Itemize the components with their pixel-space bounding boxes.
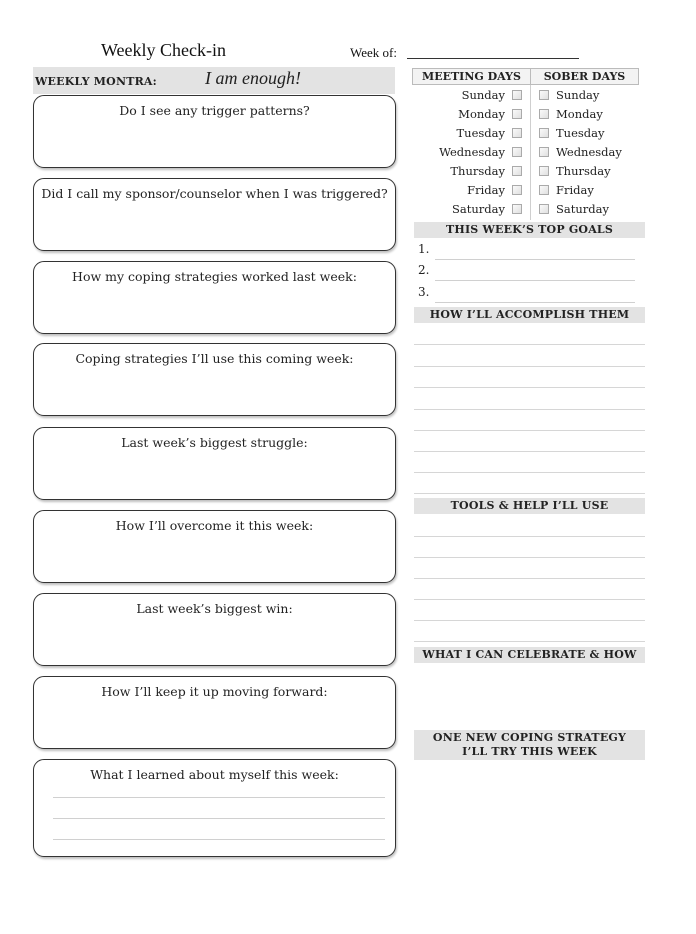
sober-day-label: Saturday <box>556 202 609 216</box>
new-strategy-line-2: I’LL TRY THIS WEEK <box>462 745 597 758</box>
meeting-day-label: Tuesday <box>456 126 505 140</box>
page-title: Weekly Check-in <box>101 40 227 60</box>
accomplish-header: HOW I’LL ACCOMPLISH THEM <box>414 307 645 323</box>
question-label: How I’ll overcome it this week: <box>115 518 314 533</box>
writing-line[interactable] <box>414 493 645 494</box>
new-strategy-header <box>414 730 645 760</box>
question-label: What I learned about myself this week: <box>90 767 339 782</box>
week-of-field[interactable] <box>407 58 579 59</box>
sober-checkbox-monday[interactable] <box>539 109 549 119</box>
meeting-checkbox-sunday[interactable] <box>512 90 522 100</box>
sober-day-label: Friday <box>556 183 594 197</box>
days-table <box>412 68 639 220</box>
question-box-overcome[interactable] <box>33 510 396 583</box>
writing-line <box>53 818 385 819</box>
writing-line[interactable] <box>414 472 645 473</box>
day-row-friday <box>412 181 639 200</box>
question-box-sponsor-call[interactable] <box>33 178 396 251</box>
question-box-biggest-struggle[interactable] <box>33 427 396 500</box>
sober-checkbox-saturday[interactable] <box>539 204 549 214</box>
day-row-tuesday <box>412 124 639 143</box>
sober-day-label: Tuesday <box>556 126 605 140</box>
new-strategy-line-1: ONE NEW COPING STRATEGY <box>432 731 627 744</box>
question-box-keep-it-up[interactable] <box>33 676 396 749</box>
sober-day-label: Wednesday <box>556 145 622 159</box>
question-label: How my coping strategies worked last week: <box>72 269 357 284</box>
question-label: How I’ll keep it up moving forward: <box>101 684 328 699</box>
day-row-thursday <box>412 162 639 181</box>
question-label: Do I see any trigger patterns? <box>119 103 310 118</box>
question-label: Coping strategies I’ll use this coming week: <box>75 351 354 366</box>
goal-number: 3. <box>418 285 430 299</box>
meeting-days-header: MEETING DAYS <box>412 68 531 85</box>
goal-number: 1. <box>418 242 430 256</box>
writing-line[interactable] <box>414 409 645 410</box>
writing-line[interactable] <box>414 578 645 579</box>
sober-day-label: Thursday <box>556 164 611 178</box>
question-box-biggest-win[interactable] <box>33 593 396 666</box>
meeting-checkbox-friday[interactable] <box>512 185 522 195</box>
day-row-saturday <box>412 200 639 219</box>
meeting-day-label: Sunday <box>461 88 505 102</box>
sober-checkbox-sunday[interactable] <box>539 90 549 100</box>
writing-line[interactable] <box>414 620 645 621</box>
goal-number: 2. <box>418 263 430 277</box>
celebrate-header: WHAT I CAN CELEBRATE & HOW <box>414 647 645 663</box>
writing-line[interactable] <box>414 344 645 345</box>
question-label: Last week’s biggest struggle: <box>121 435 308 450</box>
meeting-day-label: Wednesday <box>439 145 505 159</box>
sober-checkbox-thursday[interactable] <box>539 166 549 176</box>
top-goals-header: THIS WEEK’S TOP GOALS <box>414 222 645 238</box>
writing-line[interactable] <box>414 557 645 558</box>
day-row-monday <box>412 105 639 124</box>
writing-line <box>53 797 385 798</box>
sober-checkbox-friday[interactable] <box>539 185 549 195</box>
meeting-checkbox-saturday[interactable] <box>512 204 522 214</box>
meeting-day-label: Saturday <box>452 202 505 216</box>
writing-line[interactable] <box>414 641 645 642</box>
goal-line-2[interactable] <box>435 280 635 281</box>
question-label: Did I call my sponsor/counselor when I was triggered? <box>41 186 388 201</box>
writing-line[interactable] <box>414 599 645 600</box>
meeting-checkbox-wednesday[interactable] <box>512 147 522 157</box>
meeting-checkbox-thursday[interactable] <box>512 166 522 176</box>
writing-line[interactable] <box>414 387 645 388</box>
meeting-day-label: Monday <box>458 107 505 121</box>
montra-text[interactable]: I am enough! <box>205 68 301 88</box>
sober-checkbox-tuesday[interactable] <box>539 128 549 138</box>
question-box-coping-this-week[interactable] <box>33 343 396 416</box>
sober-day-label: Monday <box>556 107 603 121</box>
writing-line[interactable] <box>414 366 645 367</box>
meeting-checkbox-monday[interactable] <box>512 109 522 119</box>
day-row-wednesday <box>412 143 639 162</box>
writing-line[interactable] <box>414 451 645 452</box>
meeting-day-label: Thursday <box>450 164 505 178</box>
question-label: Last week’s biggest win: <box>136 601 293 616</box>
sober-checkbox-wednesday[interactable] <box>539 147 549 157</box>
question-box-trigger-patterns[interactable] <box>33 95 396 168</box>
week-of-label: Week of: <box>350 45 397 60</box>
question-box-learned[interactable] <box>33 759 396 857</box>
question-box-coping-last-week[interactable] <box>33 261 396 334</box>
goal-line-3[interactable] <box>435 302 635 303</box>
writing-line[interactable] <box>414 536 645 537</box>
sober-days-header: SOBER DAYS <box>530 68 639 85</box>
montra-label: WEEKLY MONTRA: <box>35 75 157 88</box>
tools-header: TOOLS & HELP I’LL USE <box>414 498 645 514</box>
goal-line-1[interactable] <box>435 259 635 260</box>
day-row-sunday <box>412 86 639 105</box>
writing-line <box>53 839 385 840</box>
writing-line[interactable] <box>414 430 645 431</box>
meeting-checkbox-tuesday[interactable] <box>512 128 522 138</box>
meeting-day-label: Friday <box>467 183 505 197</box>
sober-day-label: Sunday <box>556 88 600 102</box>
